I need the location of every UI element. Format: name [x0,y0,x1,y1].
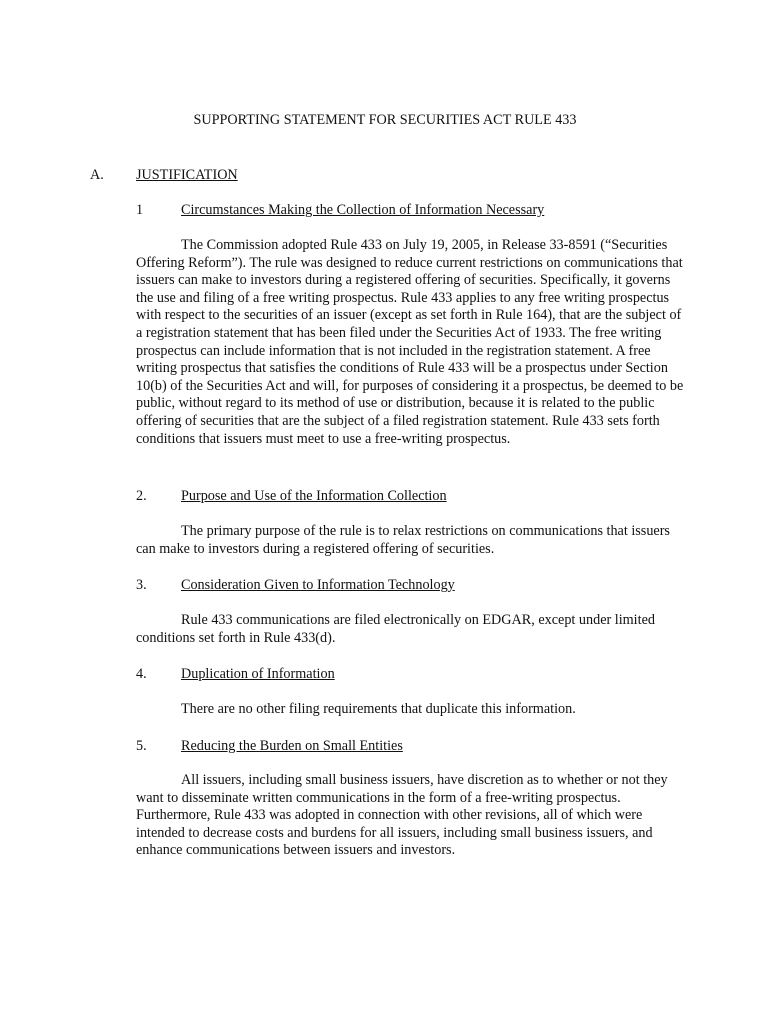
item-3-heading: Consideration Given to Information Technology [181,577,455,593]
item-1-paragraph: The Commission adopted Rule 433 on July 19, 2005, in Release 33-8591 (“Securities Offering Reform”). The rule was designed to reduce current restrictions on communications that issuers can make to investors during a registered offering of securities. Specifically, it governs the use and filing of a free writing prospectus. Rule 433 applies to any free writing prospectus with respect to the securities of an issuer (except as set forth in Rule 164), that are the subject of a registration statement that has been filed under the Securities Act of 1933. The free writing prospectus can include information that is not included in the registration statement. A free writing prospectus that satisfies the conditions of Rule 433 will be a prospectus under Section 10(b) of the Securities Act and will, for purposes of considering it a prospectus, be deemed to be public, without regard to its method of use or distribution, because it is related to the public offering of securities that are the subject of a filed registration statement. Rule 433 sets forth conditions that issuers must meet to use a free-writing prospectus. [136,237,684,447]
section-letter: A. [90,167,104,183]
item-5-number: 5. [136,738,147,754]
item-1-heading: Circumstances Making the Collection of Information Necessary [181,202,545,218]
item-4-heading: Duplication of Information [181,666,335,682]
item-3-number: 3. [136,577,147,593]
item-2-paragraph: The primary purpose of the rule is to relax restrictions on communications that issuers can make to investors during a registered offering of securities. [136,523,670,557]
section-heading: JUSTIFICATION [136,167,238,183]
item-4-number: 4. [136,666,147,682]
document-title: SUPPORTING STATEMENT FOR SECURITIES ACT RULE 433 [193,112,577,128]
item-2-number: 2. [136,488,147,504]
item-4-paragraph: There are no other filing requirements that duplicate this information. [181,701,576,717]
item-1-number: 1 [136,202,144,218]
item-3-paragraph: Rule 433 communications are filed electronically on EDGAR, except under limited conditions set forth in Rule 433(d). [136,612,655,646]
item-2-heading: Purpose and Use of the Information Collection [181,488,447,504]
item-5-paragraph: All issuers, including small business issuers, have discretion as to whether or not they want to disseminate written communications in the form of a free-writing prospectus. Furthermore, Rule 433 was adopted in connection with other revisions, all of which were intended to decrease costs and burdens for all issuers, including small business issuers, and enhance communications between issuers and investors. [136,772,668,859]
item-5-heading: Reducing the Burden on Small Entities [181,738,403,754]
